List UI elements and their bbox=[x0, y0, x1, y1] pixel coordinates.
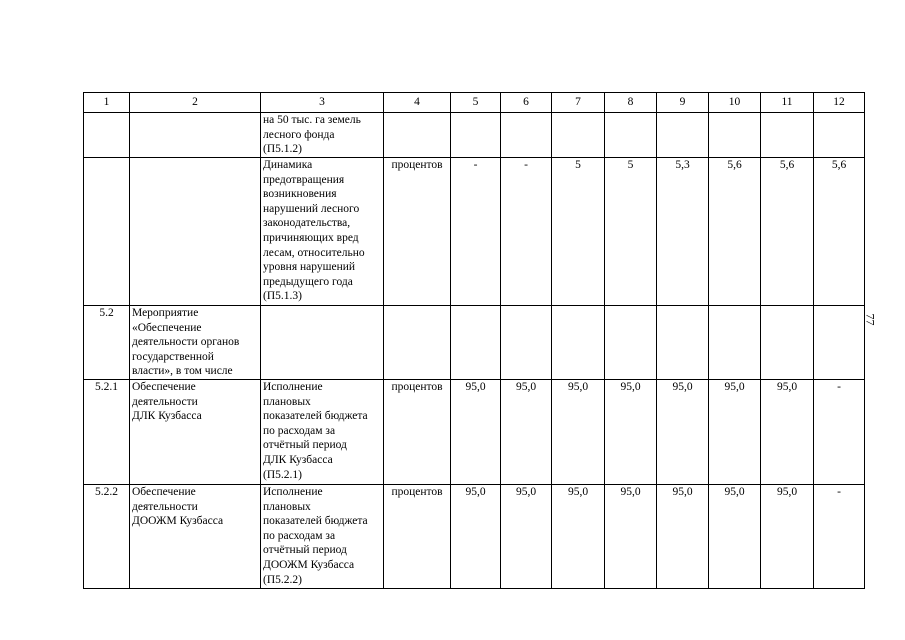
value-cell bbox=[761, 379, 814, 484]
value-cell bbox=[501, 113, 552, 158]
value-cell-text: 95,0 bbox=[672, 380, 693, 393]
event-name-cell-text: Мероприятие «Обеспечение деятельности органов государственной власти», в том числе bbox=[132, 307, 240, 378]
value-cell bbox=[761, 306, 814, 380]
header-col-2: 2 bbox=[130, 93, 261, 113]
value-cell-text: - bbox=[837, 485, 841, 498]
indicators-table bbox=[83, 92, 865, 589]
header-col-1: 1 bbox=[84, 93, 130, 113]
value-cell-text: 5,6 bbox=[779, 159, 795, 171]
indicator-name-cell-text: Исполнение плановых показателей бюджета по расходам за отчётный период ДООЖМ Кузбасса (П5.2.2) bbox=[263, 485, 368, 586]
indicator-name-cell bbox=[261, 306, 384, 380]
value-cell bbox=[657, 379, 709, 484]
value-cell bbox=[501, 306, 552, 380]
unit-cell bbox=[384, 158, 451, 306]
value-cell-text: 95,0 bbox=[465, 485, 486, 498]
unit-cell-text: процентов bbox=[391, 485, 443, 498]
indicator-name-cell-text: Динамика предотвращения возникновения нарушений лесного законодательства, причиняющих вред лесам, относительно уровня нарушений предыдущего года (П5.1.3) bbox=[263, 159, 365, 303]
value-cell bbox=[605, 379, 657, 484]
value-cell bbox=[501, 158, 552, 306]
row-number-cell-text: 5.2 bbox=[99, 307, 114, 319]
value-cell bbox=[605, 113, 657, 158]
event-name-cell bbox=[130, 113, 261, 158]
indicator-name-cell-text: Исполнение плановых показателей бюджета по расходам за отчётный период ДЛК Кузбасса (П5.2.1) bbox=[263, 380, 368, 481]
page-number: 77 bbox=[863, 313, 878, 326]
value-cell-text: 95,0 bbox=[776, 485, 798, 498]
value-cell bbox=[814, 113, 865, 158]
value-cell-text: 95,0 bbox=[620, 380, 641, 393]
value-cell-text: - bbox=[837, 380, 841, 393]
event-name-cell bbox=[130, 379, 261, 484]
header-col-3: 3 bbox=[261, 93, 384, 113]
value-cell bbox=[552, 306, 605, 380]
value-cell bbox=[451, 306, 501, 380]
header-row bbox=[84, 93, 865, 113]
value-cell bbox=[709, 484, 761, 588]
value-cell bbox=[605, 158, 657, 306]
unit-cell bbox=[384, 484, 451, 588]
event-name-cell bbox=[130, 306, 261, 380]
table-row bbox=[84, 158, 865, 306]
value-cell-text: 95,0 bbox=[567, 485, 589, 498]
value-cell bbox=[657, 158, 709, 306]
indicator-name-cell bbox=[261, 113, 384, 158]
event-name-cell bbox=[130, 158, 261, 306]
table-row bbox=[84, 484, 865, 588]
value-cell-text: 95,0 bbox=[724, 485, 745, 498]
value-cell bbox=[657, 113, 709, 158]
value-cell bbox=[552, 158, 605, 306]
unit-cell bbox=[384, 306, 451, 380]
unit-cell bbox=[384, 379, 451, 484]
value-cell bbox=[552, 379, 605, 484]
row-number-cell bbox=[84, 484, 130, 588]
value-cell-text: 5,6 bbox=[831, 159, 847, 171]
value-cell bbox=[451, 379, 501, 484]
value-cell-text: 95,0 bbox=[515, 380, 537, 393]
event-name-cell-text: Обеспечение деятельности ДЛК Кузбасса bbox=[132, 380, 202, 423]
value-cell bbox=[605, 484, 657, 588]
value-cell bbox=[761, 113, 814, 158]
indicator-name-cell-text: на 50 тыс. га земель лесного фонда (П5.1.2) bbox=[263, 114, 361, 156]
value-cell bbox=[552, 484, 605, 588]
header-col-6: 6 bbox=[501, 93, 552, 113]
header-col-11: 11 bbox=[761, 93, 814, 113]
event-name-cell bbox=[130, 484, 261, 588]
value-cell-text: 95,0 bbox=[620, 485, 641, 498]
value-cell bbox=[709, 158, 761, 306]
value-cell-text: 95,0 bbox=[672, 485, 693, 498]
value-cell bbox=[451, 113, 501, 158]
value-cell bbox=[605, 306, 657, 380]
table-row bbox=[84, 113, 865, 158]
header-col-5: 5 bbox=[451, 93, 501, 113]
value-cell bbox=[814, 158, 865, 306]
value-cell-text: 95,0 bbox=[724, 380, 745, 393]
value-cell bbox=[552, 113, 605, 158]
table-row bbox=[84, 306, 865, 380]
value-cell bbox=[501, 484, 552, 588]
unit-cell bbox=[384, 113, 451, 158]
header-col-9: 9 bbox=[657, 93, 709, 113]
value-cell-text: 5,6 bbox=[727, 159, 742, 171]
unit-cell-text: процентов bbox=[391, 159, 443, 171]
value-cell-text: 95,0 bbox=[465, 380, 486, 393]
row-number-cell-text: 5.2.2 bbox=[95, 485, 118, 498]
header-col-7: 7 bbox=[552, 93, 605, 113]
row-number-cell bbox=[84, 113, 130, 158]
value-cell-text: 5 bbox=[575, 159, 581, 171]
indicator-name-cell bbox=[261, 158, 384, 306]
row-number-cell bbox=[84, 306, 130, 380]
value-cell bbox=[501, 379, 552, 484]
value-cell bbox=[451, 158, 501, 306]
row-number-cell-text: 5.2.1 bbox=[95, 380, 118, 393]
value-cell bbox=[814, 379, 865, 484]
unit-cell-text: процентов bbox=[391, 380, 443, 393]
value-cell bbox=[657, 306, 709, 380]
value-cell-text: 5,3 bbox=[675, 159, 690, 171]
value-cell bbox=[761, 484, 814, 588]
value-cell bbox=[451, 484, 501, 588]
value-cell-text: - bbox=[473, 159, 478, 171]
header-col-4: 4 bbox=[384, 93, 451, 113]
value-cell-text: 95,0 bbox=[515, 485, 537, 498]
indicator-name-cell bbox=[261, 484, 384, 588]
value-cell bbox=[814, 306, 865, 380]
value-cell bbox=[709, 379, 761, 484]
header-col-12: 12 bbox=[814, 93, 865, 113]
value-cell bbox=[709, 306, 761, 380]
value-cell-text: 95,0 bbox=[567, 380, 589, 393]
table-body bbox=[84, 113, 865, 589]
value-cell bbox=[709, 113, 761, 158]
row-number-cell bbox=[84, 379, 130, 484]
value-cell bbox=[657, 484, 709, 588]
value-cell-text: - bbox=[524, 159, 528, 171]
header-col-10: 10 bbox=[709, 93, 761, 113]
row-number-cell bbox=[84, 158, 130, 306]
table-row bbox=[84, 379, 865, 484]
indicator-name-cell bbox=[261, 379, 384, 484]
value-cell bbox=[814, 484, 865, 588]
value-cell bbox=[761, 158, 814, 306]
value-cell-text: 95,0 bbox=[776, 380, 798, 393]
value-cell-text: 5 bbox=[627, 159, 634, 171]
event-name-cell-text: Обеспечение деятельности ДООЖМ Кузбасса bbox=[132, 485, 224, 528]
header-col-8: 8 bbox=[605, 93, 657, 113]
